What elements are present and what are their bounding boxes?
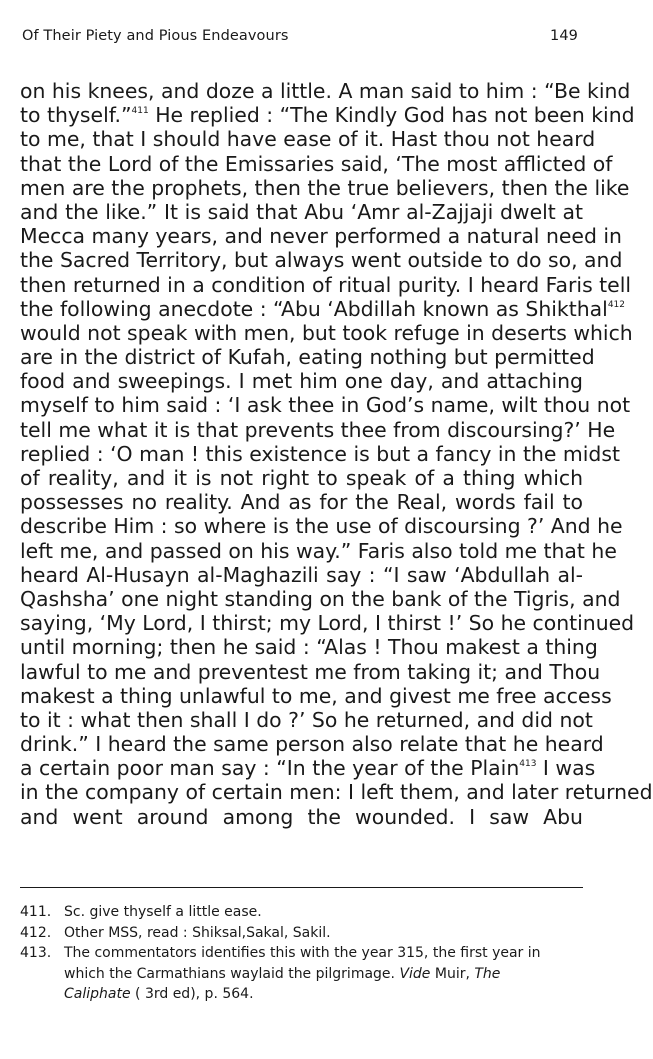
footnote-text-part: Muir, <box>430 965 475 982</box>
body-line: possesses no reality. And as for the Real, words fail to <box>20 490 583 515</box>
footnotes <box>20 902 583 1005</box>
body-line: tell me what it is that prevents thee from discoursing?’ He <box>20 417 616 442</box>
body-line: and the like.” It is said that Abu ‘Amr al-Zajjaji dwelt at <box>20 199 583 224</box>
body-line-part: a certain poor man say : “In the year of the Plain <box>20 756 520 781</box>
body-line: myself to him said : ‘I ask thee in God’s name, wilt thou not <box>20 393 631 418</box>
body-line: food and sweepings. I met him one day, and attaching <box>20 369 583 394</box>
footnote-ref-411[interactable]: 411 <box>131 106 149 117</box>
footnote-italic: The <box>474 965 501 982</box>
body-line: on his knees, and doze a little. A man said to him : “Be kind <box>20 79 631 103</box>
body-line-part: I was <box>542 756 596 781</box>
footnote-text: Other MSS, read : Shiksal,Sakal, Sakil. <box>64 924 331 941</box>
body-line: replied : ‘O man ! this existence is but a fancy in the midst <box>20 441 620 466</box>
body-line: Mecca many years, and never performed a natural need in <box>20 224 622 249</box>
body-line: to it : what then shall I do ?’ So he returned, and did not <box>20 707 593 732</box>
footnote-412 <box>20 923 583 944</box>
body-line <box>20 296 626 321</box>
footnote-italic: Vide <box>399 965 431 982</box>
footnote-italic: Caliphate <box>64 986 131 1002</box>
footnote-text-line <box>64 984 583 1005</box>
body-line: the Sacred Territory, but always went outside to do so, and <box>20 248 623 273</box>
chapter-title: Of Their Piety and Pious Endeavours <box>22 28 289 44</box>
body-line: that the Lord of the Emissaries said, ‘The most afflicted of <box>20 151 613 176</box>
footnote-text-part: ( 3rd ed), p. 564. <box>130 986 254 1002</box>
footnote-ref-412[interactable]: 412 <box>607 299 626 310</box>
body-line: until morning; then he said : “Alas ! Thou makest a thing <box>20 635 598 660</box>
body-line: would not speak with men, but took refuge in deserts which <box>20 320 633 345</box>
footnote-number: 412. <box>20 924 52 941</box>
body-line <box>20 103 635 128</box>
footnote-ref-413[interactable]: 413 <box>519 759 537 770</box>
body-line-part: He replied : “The Kindly God has not been kind <box>155 103 635 128</box>
body-line: men are the prophets, then the true believers, then the like <box>20 175 630 200</box>
footnote-divider <box>20 887 583 888</box>
body-line: lawful to me and preventest me from taking it; and Thou <box>20 659 601 684</box>
footnote-number: 413. <box>20 945 52 961</box>
footnote-413 <box>20 943 583 1005</box>
body-line: left me, and passed on his way.” Faris also told me that he <box>20 538 617 563</box>
running-header <box>22 28 578 44</box>
body-line: describe Him : so where is the use of discoursing ?’ And he <box>20 514 623 539</box>
body-line: are in the district of Kufah, eating nothing but permitted <box>20 345 595 370</box>
body-line-part: to thyself.” <box>20 103 132 128</box>
body-line: makest a thing unlawful to me, and givest me free access <box>20 683 612 708</box>
footnote-text-part: which the Carmathians waylaid the pilgrimage. <box>64 965 400 982</box>
page-number: 149 <box>550 28 578 44</box>
footnote-text: Sc. give thyself a little ease. <box>64 904 262 920</box>
body-line: drink.” I heard the same person also relate that he heard <box>20 732 604 757</box>
footnote-number: 411. <box>20 904 52 920</box>
footnote-text <box>64 943 583 1005</box>
body-line: and went around among the wounded. I saw Abu <box>20 804 583 829</box>
body-line: Qashsha’ one night standing on the bank of the Tigris, and <box>20 586 621 611</box>
body-line <box>20 756 596 781</box>
body-line: heard Al-Husayn al-Maghazili say : “I saw ‘Abdullah al- <box>20 562 583 587</box>
body-line: saying, ‘My Lord, I thirst; my Lord, I thirst !’ So he continued <box>20 611 635 636</box>
body-line: then returned in a condition of ritual purity. I heard Faris tell <box>20 272 632 297</box>
footnote-411 <box>20 902 583 923</box>
body-line: of reality, and it is not right to speak of a thing which <box>20 466 583 490</box>
body-line: to me, that I should have ease of it. Hast thou not heard <box>20 127 596 152</box>
footnote-text-line: The commentators identifies this with the year 315, the first year in <box>64 945 541 961</box>
body-text <box>20 79 653 829</box>
body-line: in the company of certain men: I left them, and later returned <box>20 780 653 805</box>
footnote-text-line <box>64 964 583 985</box>
body-line-part: the following anecdote : “Abu ‘Abdillah known as Shikthal <box>20 296 608 321</box>
